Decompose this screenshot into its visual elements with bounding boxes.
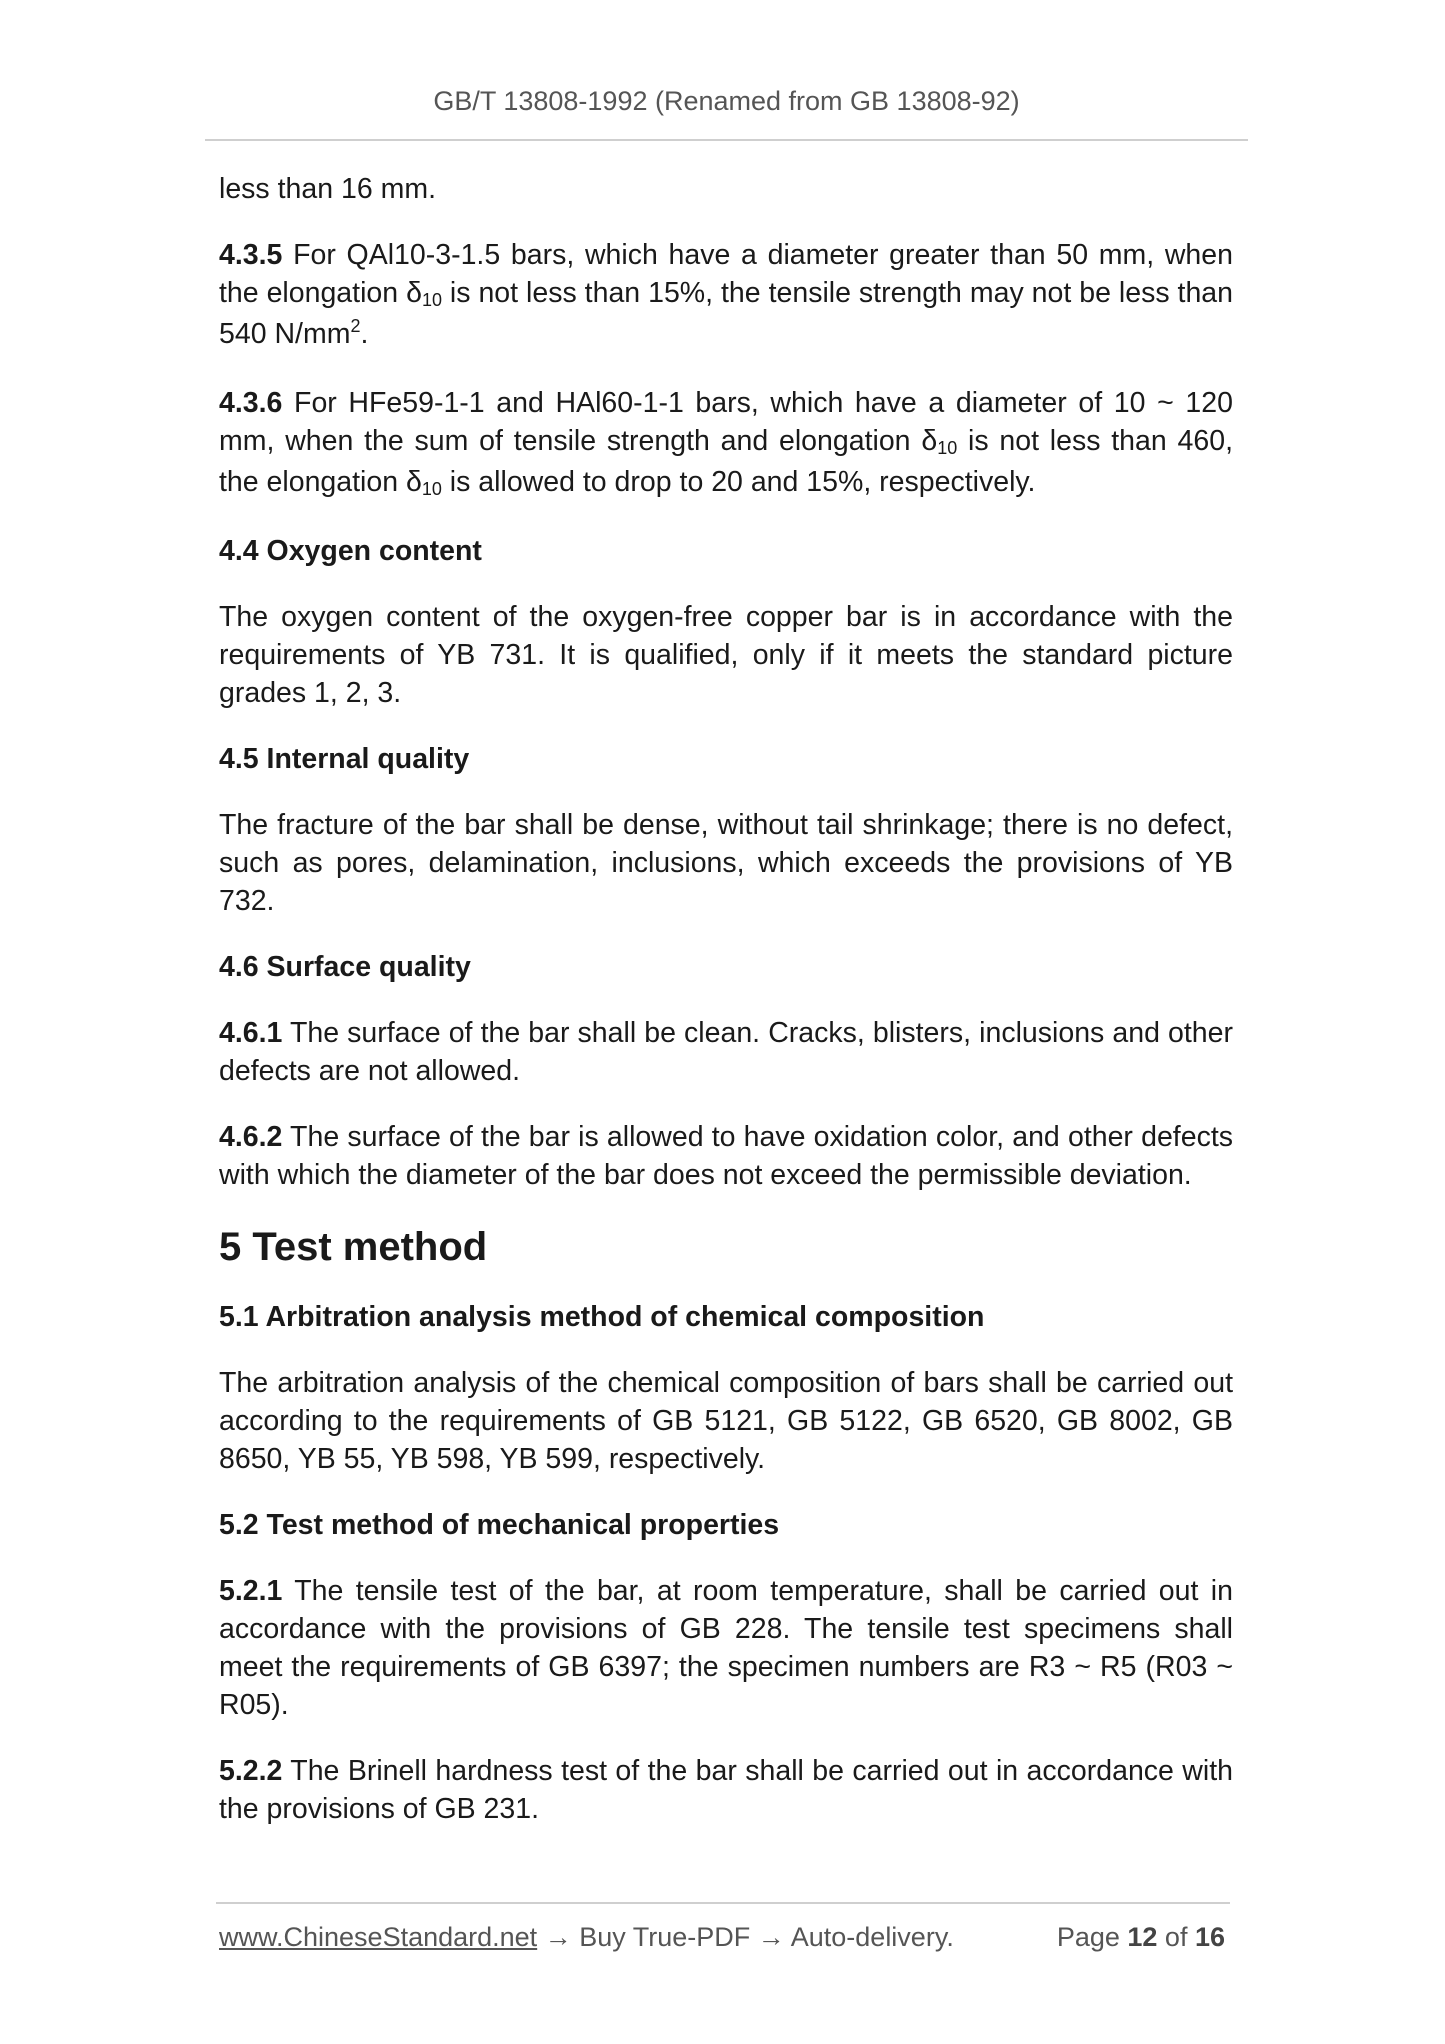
paragraph-internal-quality: The fracture of the bar shall be dense, without tail shrinkage; there is no defect, such as pores, delamination, inclusions, which exceeds the provisions of YB 732. xyxy=(219,809,1233,917)
header-title: GB/T 13808-1992 (Renamed from GB 13808-92) xyxy=(433,86,1020,116)
current-page: 12 xyxy=(1127,1922,1158,1952)
clause-4-3-6: 4.3.6 For HFe59-1-1 and HAl60-1-1 bars, which have a diameter of 10 ~ 120 mm, when the sum of tensile strength and elongation $\delta_{10}$ is not less than 460, the elongation $\delta_{10}$ is allowed to drop to 20 and 15%, respectively. xyxy=(219,387,1233,499)
heading-4-4: 4.4 Oxygen content xyxy=(219,535,482,567)
footer-tagline: → Buy True-PDF → Auto-delivery. xyxy=(537,1922,954,1952)
website-link[interactable]: www.ChineseStandard.net xyxy=(219,1922,538,1952)
clause-4-6-1: 4.6.1 The surface of the bar shall be clean. Cracks, blisters, inclusions and other defects are not allowed. xyxy=(219,1017,1233,1087)
clause-number: 5.2.2 xyxy=(219,1755,283,1787)
subscript: 10 xyxy=(937,438,958,458)
header-divider xyxy=(205,139,1248,141)
heading-5-2: 5.2 Test method of mechanical properties xyxy=(219,1509,780,1541)
paragraph-arbitration-analysis: The arbitration analysis of the chemical composition of bars shall be carried out according to the requirements of GB 5121, GB 5122, GB 6520, GB 8002, GB 8650, YB 55, YB 598, YB 599, respectively. xyxy=(219,1367,1233,1475)
clause-number: 4.6.2 xyxy=(219,1121,283,1153)
heading-4-5: 4.5 Internal quality xyxy=(219,743,470,775)
clause-number: 4.6.1 xyxy=(219,1017,283,1049)
clause-5-2-1: 5.2.1 The tensile test of the bar, at room temperature, shall be carried out in accordance with the provisions of GB 228. The tensile test specimens shall meet the requirements of GB 6397; the specimen numbers are R3 ~ R5 (R03 ~ R05). xyxy=(219,1575,1233,1721)
page-header xyxy=(205,86,1248,117)
page-footer xyxy=(219,1922,1233,1953)
clause-4-6-2: 4.6.2 The surface of the bar is allowed to have oxidation color, and other defects with which the diameter of the bar does not exceed the permissible deviation. xyxy=(219,1121,1233,1191)
heading-5-1: 5.1 Arbitration analysis method of chemical composition xyxy=(219,1301,985,1333)
subscript: 10 xyxy=(421,290,442,310)
heading-4-6: 4.6 Surface quality xyxy=(219,951,471,983)
page-number: Page 12 of 16 xyxy=(1056,1922,1225,1952)
paragraph-oxygen-content: The oxygen content of the oxygen-free copper bar is in accordance with the requirements of YB 731. It is qualified, only if it meets the standard picture grades 1, 2, 3. xyxy=(219,601,1233,709)
clause-number: 4.3.6 xyxy=(219,387,283,419)
footer-divider xyxy=(216,1902,1230,1904)
heading-5: 5 Test method xyxy=(219,1225,488,1269)
subscript: 10 xyxy=(421,479,442,499)
clause-number: 4.3.5 xyxy=(219,239,283,271)
clause-5-2-2: 5.2.2 The Brinell hardness test of the bar shall be carried out in accordance with the provisions of GB 231. xyxy=(219,1755,1233,1825)
clause-number: 5.2.1 xyxy=(219,1575,283,1607)
total-pages: 16 xyxy=(1194,1922,1225,1952)
paragraph-continuation: less than 16 mm. xyxy=(219,173,437,205)
document-body xyxy=(219,170,1233,1856)
clause-4-3-5: 4.3.5 For QAl10-3-1.5 bars, which have a diameter greater than 50 mm, when the elongation $\delta_{10}$ is not less than 15%, the tensile strength may not be less than 540 $N/mm^2$. xyxy=(219,239,1233,350)
superscript: 2 xyxy=(350,316,361,336)
